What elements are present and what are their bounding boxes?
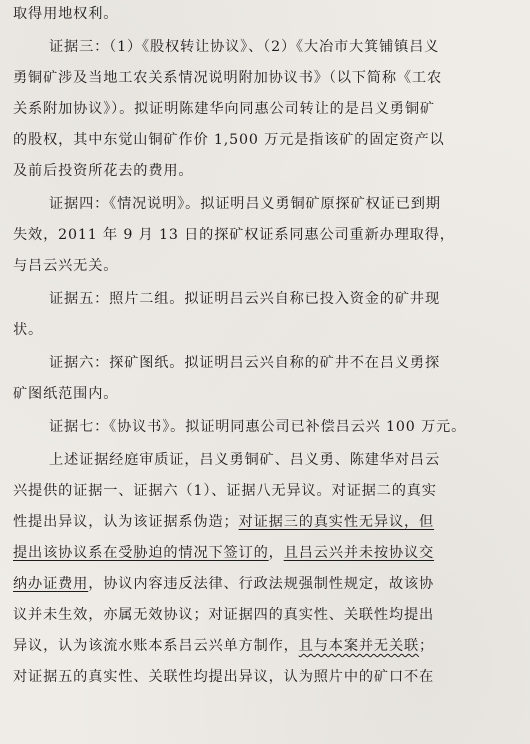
text-line — [13, 544, 434, 562]
text-line — [13, 257, 118, 275]
text-line — [13, 5, 118, 23]
text-segment: 对证据五的真实性、关联性均提出异议，认为照片中的矿口不在 — [13, 669, 435, 685]
text-line — [13, 321, 43, 339]
text-segment: 与吕云兴无关。 — [13, 258, 119, 274]
text-segment: 性提出异议，认为该证据系伪造； — [13, 514, 239, 530]
underlined-text: 提出该协议系在受胁迫的情况下签订的 — [13, 545, 269, 561]
text-line — [49, 290, 440, 308]
text-line — [49, 451, 440, 469]
text-line — [13, 226, 455, 244]
text-segment: 证据七：《协议书》。拟证明同惠公司已补偿吕云兴 100 万元。 — [49, 419, 467, 435]
text-line — [13, 606, 434, 624]
text-segment: 证据三：（1）《股权转让协议》、（2）《大冶市大箕铺镇吕义 — [49, 39, 440, 55]
text-segment: 失效，2011 年 9 月 13 日的探矿权证系同惠公司重新办理取得， — [13, 227, 455, 243]
handwritten-underlined-text: 且与本案并无关联 — [298, 638, 420, 654]
text-line — [13, 513, 434, 531]
text-line — [13, 637, 434, 655]
text-segment: 状。 — [13, 322, 44, 338]
text-segment: ， — [268, 545, 284, 561]
text-line — [13, 69, 442, 87]
text-line — [13, 385, 118, 403]
text-line — [13, 162, 193, 180]
text-segment: 的股权，其中东觉山铜矿作价 1,500 万元是指该矿的固定资产以 — [13, 132, 445, 148]
text-segment: 异议，认为该流水账本系吕云兴单方制作， — [13, 638, 299, 654]
text-segment: 关系附加协议》）。拟证明陈建华向同惠公司转让的是吕义勇铜矿 — [13, 101, 435, 117]
text-segment: 取得用地权利。 — [13, 6, 119, 22]
text-segment: 证据四：《情况说明》。拟证明吕义勇铜矿原探矿权证已到期 — [49, 196, 441, 212]
text-segment: 矿图纸范围内。 — [13, 386, 119, 402]
text-segment: 勇铜矿涉及当地工农关系情况说明附加协议书》（以下简称《工农 — [13, 70, 442, 86]
text-line — [13, 100, 435, 118]
underlined-text: 纳办证费用 — [13, 576, 89, 592]
text-line — [13, 575, 434, 593]
underlined-text: 且吕云兴并未按协议交 — [283, 545, 435, 561]
text-segment: 证据五：照片二组。拟证明吕云兴自称已投入资金的矿井现 — [49, 291, 440, 307]
text-segment: 及前后投资所花去的费用。 — [13, 163, 194, 179]
text-segment: ； — [419, 638, 435, 654]
text-line — [49, 195, 441, 213]
text-line — [49, 354, 440, 372]
text-line — [13, 131, 445, 149]
text-line — [49, 38, 439, 56]
text-segment: 兴提供的证据一、证据六（1）、证据八无异议。对证据二的真实 — [13, 483, 437, 499]
text-segment: 上述证据经庭审质证，吕义勇铜矿、吕义勇、陈建华对吕云 — [49, 452, 440, 468]
text-line — [49, 418, 466, 436]
text-line — [13, 668, 434, 686]
text-segment: 议并未生效，亦属无效协议；对证据四的真实性、关联性均提出 — [13, 607, 435, 623]
text-segment: 证据六：探矿图纸。拟证明吕云兴自称的矿井不在吕义勇探 — [49, 355, 440, 371]
text-segment: ，协议内容违反法律、行政法规强制性规定，故该协 — [88, 576, 435, 592]
text-line — [13, 482, 437, 500]
underlined-text: 对证据三的真实性无异议，但 — [238, 514, 435, 530]
